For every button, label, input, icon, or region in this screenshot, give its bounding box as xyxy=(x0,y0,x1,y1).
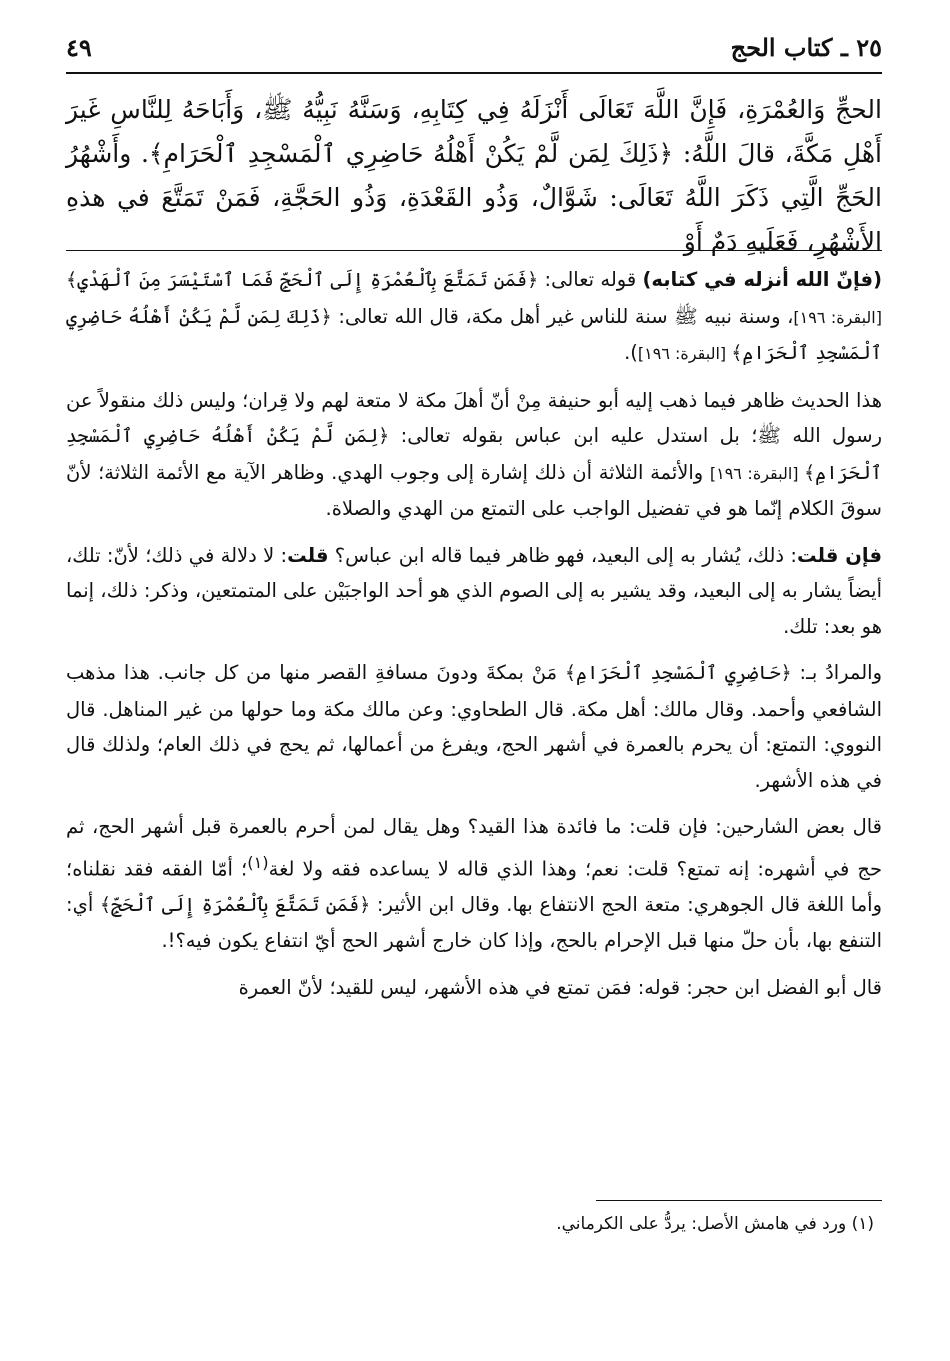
commentary-paragraph-2 xyxy=(66,383,882,527)
question-lead: فإن قلت xyxy=(796,543,882,567)
quran-verse: ﴿لِمَن لَّمْ يَكُنْ أَهْلُهُ حَاضِرِي ٱلْمَسْجِدِ ٱلْحَرَامِ﴾ xyxy=(66,425,882,484)
footnote-marker: (١) xyxy=(247,852,269,872)
header-divider xyxy=(66,72,882,74)
quran-verse: ﴿حَاضِرِي ٱلْمَسْجِدِ ٱلْحَرَامِ﴾ xyxy=(564,662,792,684)
commentary-text: ). xyxy=(624,341,638,364)
commentary-text: مَنْ بمكةَ ودونَ مسافةِ القصر منها من كل جانب. هذا مذهب الشافعي وأحمد. وقال مالك: أهل مكة. قال الطحاوي: وعن مالك مكة وما حولها من غير المناهل. قال النووي: التمتع: أن يحرم بالعمرة في أشهر الحج، ويفرغ من أعمالها، ثم يحج في ذلك العام؛ ولذلك قال في هذه الأشهر. xyxy=(66,661,882,792)
quran-verse: ﴿فَمَن تَمَتَّعَ بِٱلْعُمْرَةِ إِلَى ٱلْحَجِّ فَمَا ٱسْتَيْسَرَ مِنَ ٱلْهَدْيِ﴾ xyxy=(66,269,539,291)
commentary-text: هذا الحديث ظاهر فيما ذهب إليه أبو حنيفة مِنْ أنّ أهلَ مكة لا متعة لهم ولا قِران؛ وليس ذلك منقولاً عن رسول الله ﷺ؛ بل استدل عليه ابن عباس بقوله تعالى: xyxy=(66,388,882,447)
answer-lead: قلت xyxy=(287,543,329,567)
quran-verse: ﴿ذَلِكَ لِمَن لَّمْ يَكُنْ أَهْلُهُ حَاضِرِي ٱلْمَسْجِدِ ٱلْحَرَامِ﴾ xyxy=(66,305,882,364)
commentary-text: أي: التنفع بها، بأن حلّ منها قبل الإحرام بالحج، وإذا كان خارج أشهر الحج أيّ انتفاع يكون فيه؟!. xyxy=(66,892,882,952)
verse-reference: [البقرة: ١٩٦] xyxy=(793,307,882,327)
verse-reference: [البقرة: ١٩٦] xyxy=(637,344,732,363)
commentary-text: ، وسنة نبيه ﷺ سنة للناس غير أهل مكة، قال الله تعالى: xyxy=(331,304,794,328)
footnote-divider xyxy=(596,1200,882,1201)
commentary-paragraph-1 xyxy=(66,262,882,372)
commentary-paragraph-4 xyxy=(66,655,882,798)
text-commentary-divider xyxy=(66,250,882,251)
commentary-text: : ذلك، يُشار به إلى البعيد، فهو ظاهر فيما قاله ابن عباس؟ xyxy=(328,543,797,567)
commentary-lead: (فإنّ الله أنزله في كتابه) xyxy=(642,268,882,291)
hadith-text xyxy=(66,88,882,264)
page-header xyxy=(66,28,882,66)
commentary-text: والأئمة الثلاثة أن ذلك إشارة إلى وجوب الهدي. وظاهر الآية مع الأئمة الثلاثة؛ لأنّ سوقَ الكلام إنّما هو في تفضيل الواجب على التمتع من الهدي والصلاة. xyxy=(66,460,882,520)
page-number: ٤٩ xyxy=(66,32,92,62)
commentary-text: ؛ أمّا الفقه فقد نقلناه؛ وأما اللغة قال الجوهري: متعة الحج الانتفاع بها. وقال ابن الأثير: xyxy=(66,857,882,916)
commentary-text: والمرادُ بـ: xyxy=(791,661,882,684)
chapter-title: ٢٥ ـ كتاب الحج xyxy=(730,32,882,62)
verse-reference: [البقرة: ١٩٦] xyxy=(709,463,805,483)
commentary xyxy=(66,262,882,1016)
footnote: (١) ورد في هامش الأصل: يردُّ على الكرماني. xyxy=(556,1214,874,1234)
commentary-paragraph-6 xyxy=(66,970,882,1006)
commentary-text: : لا دلالة في ذلك؛ لأنّ: تلك، أيضاً يشار به إلى البعيد، وقد يشير به إلى الصوم الذي هو أحد الواجبَيْن على المتمتعين، وذكر: ذلك، إنما هو بعد: تلك. xyxy=(66,543,882,638)
commentary-text: قال بعض الشارحين: فإن قلت: ما فائدة هذا القيد؟ وهل يقال لمن أحرم بالعمرة قبل أشهر الحج، ثم حج في أشهره: إنه تمتع؟ قلت: نعم؛ وهذا الذي قاله لا يساعده فقه ولا لغة xyxy=(66,815,882,880)
commentary-text: قال أبو الفضل ابن حجر: قوله: فمَن تمتع في هذه الأشهر، ليس للقيد؛ لأنّ العمرة xyxy=(238,975,882,999)
quran-verse: ﴿فَمَن تَمَتَّعَ بِٱلْعُمْرَةِ إِلَى ٱلْحَجِّ﴾ xyxy=(99,893,371,916)
hadith-paragraph: الحجِّ وَالعُمْرَةِ، فَإِنَّ اللَّهَ تَعَالَى أَنْزَلَهُ فِي كِتَابِهِ، وَسَنَّهُ نَبِيُّهُ ﷺ، وَأَبَاحَهُ لِلنَّاسِ غَيرَ أَهْلِ مَكَّةَ، قالَ اللَّهُ: ﴿ذَلِكَ لِمَن لَّمْ يَكُنْ أَهْلُهُ حَاضِرِي ٱلْمَسْجِدِ ٱلْحَرَامِ﴾. وأَشْهُرُ الحَجِّ الَّتِي ذَكَرَ اللَّهُ تَعَالَى: شَوَّالٌ، وَذُو القَعْدَةِ، وَذُو الحَجَّةِ، فَمَنْ تَمَتَّعَ في هذهِ الأَشْهُرِ، فَعَلَيهِ دَمٌ أَوْ xyxy=(66,95,882,256)
commentary-paragraph-3 xyxy=(66,538,882,645)
commentary-text: قوله تعالى: xyxy=(538,268,643,291)
commentary-paragraph-5 xyxy=(66,809,882,959)
